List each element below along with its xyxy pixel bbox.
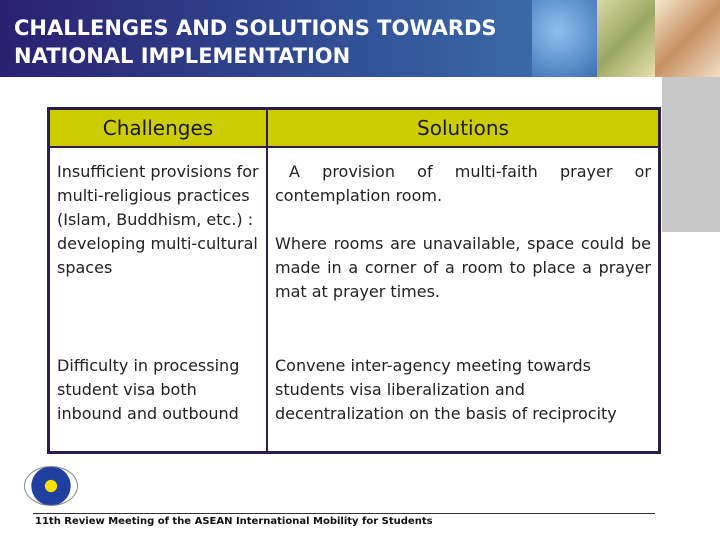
- solution-text: A provision of multi-faith prayer or contemplation room.: [275, 162, 651, 205]
- footer-text: 11th Review Meeting of the ASEAN International Mobility for Students: [35, 516, 433, 527]
- challenge-cell: Insufficient provisions for multi-religious practices (Islam, Buddhism, etc.) : developing multi-cultural spaces: [49, 147, 268, 350]
- footer-divider: [33, 513, 655, 514]
- solution-cell: [267, 147, 660, 350]
- header-solutions: Solutions: [267, 109, 660, 148]
- banner-image: [655, 0, 720, 77]
- organization-logo: [24, 466, 78, 506]
- banner-image: [597, 0, 655, 77]
- challenge-cell: Difficulty in processing student visa both inbound and outbound: [49, 350, 268, 453]
- banner-image: [532, 0, 597, 77]
- side-decoration: [662, 77, 720, 232]
- table-row: [49, 350, 660, 453]
- header-challenges: Challenges: [49, 109, 268, 148]
- solution-text: Where rooms are unavailable, space could be made in a corner of a room to place a prayer mat at prayer times.: [275, 234, 651, 301]
- solution-text: Convene inter-agency meeting towards students visa liberalization and decentralization on the basis of reciprocity: [275, 355, 617, 423]
- solution-cell: [267, 350, 660, 453]
- challenges-solutions-table: [47, 107, 661, 454]
- page-title: CHALLENGES AND SOLUTIONS TOWARDS NATIONAL IMPLEMENTATION: [14, 16, 497, 68]
- table-row: [49, 147, 660, 350]
